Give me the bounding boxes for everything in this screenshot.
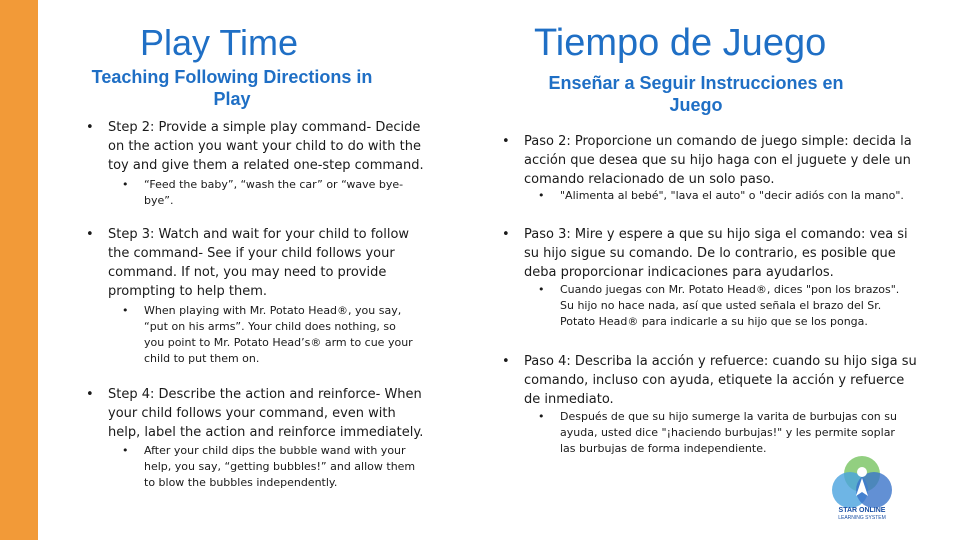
step-3-english-line: Step 3: Watch and wait for your child to follow [108,227,410,242]
example-line: Su hijo no hace nada, así que usted señala el brazo del Sr. [560,299,882,312]
step-3-spanish-example [538,282,918,330]
example-line: las burbujas de forma independiente. [560,442,767,455]
step-3-english-line: prompting to help them. [108,284,268,299]
step-4-spanish-example [538,409,918,457]
subtitle-spanish-line1: Enseñar a Seguir Instrucciones en [548,73,844,93]
example-line: “Feed the baby”, “wash the car” or “wave bye- [144,178,404,191]
step-3-english-example [122,303,432,367]
sub-bullet-icon: • [538,283,545,296]
step-4-spanish-line: Paso 4: Describa la acción y refuerce: cuando su hijo siga su [524,354,917,369]
subtitle-english [66,66,398,110]
subtitle-spanish [520,72,872,116]
step-2-english-line: toy and give them a related one-step command. [108,158,424,173]
example-line: ayuda, usted dice "¡haciendo burbujas!" y les permite soplar [560,426,895,439]
step-2-english-line: Step 2: Provide a simple play command- Decide [108,120,421,135]
sub-bullet-icon: • [122,304,129,317]
example-line: to blow the bubbles independently. [144,476,338,489]
step-3-spanish [502,225,932,282]
example-line: bye”. [144,194,174,207]
step-4-english-line: Step 4: Describe the action and reinforce- When [108,387,422,402]
example-line: "Alimenta al bebé", "lava el auto" o "decir adiós con la mano". [560,189,904,202]
example-line: “put on his arms”. Your child does nothing, so [144,320,396,333]
bullet-icon: • [502,134,510,149]
step-4-english-example [122,443,432,491]
step-4-english-line: help, label the action and reinforce immediately. [108,425,424,440]
orange-sidebar-stripe [0,0,38,540]
example-line: you point to Mr. Potato Head’s® arm to cue your [144,336,413,349]
step-4-spanish-line: comando, incluso con ayuda, etiquete la acción y refuerce [524,373,905,388]
example-line: help, you say, “getting bubbles!” and allow them [144,460,416,473]
example-line: child to put them on. [144,352,260,365]
sub-bullet-icon: • [122,178,129,191]
sub-bullet-icon: • [538,410,545,423]
step-2-spanish-line: comando relacionado de un solo paso. [524,172,775,187]
step-3-english [86,225,436,301]
subtitle-spanish-line2: Juego [669,95,723,115]
example-line: When playing with Mr. Potato Head®, you say, [144,304,402,317]
step-2-spanish-line: acción que desea que su hijo haga con el juguete y dele un [524,153,911,168]
sub-bullet-icon: • [122,444,129,457]
subtitle-english-line1: Teaching Following Directions in [91,67,373,87]
example-line: After your child dips the bubble wand with your [144,444,406,457]
step-4-english-line: your child follows your command, even with [108,406,396,421]
bullet-icon: • [502,354,510,369]
example-line: Cuando juegas con Mr. Potato Head®, dices "pon los brazos". [560,283,900,296]
example-line: Después de que su hijo sumerge la varita de burbujas con su [560,410,897,423]
bullet-icon: • [86,387,94,402]
step-4-english [86,385,436,442]
sub-bullet-icon: • [538,189,545,202]
step-4-spanish [502,352,932,409]
subtitle-english-line2: Play [213,89,251,109]
page-title-english: Play Time [140,22,299,63]
step-2-english-line: on the action you want your child to do with the [108,139,421,154]
step-3-spanish-line: su hijo sigue su comando. De lo contrario, es posible que [524,246,896,261]
bullet-icon: • [86,120,94,135]
step-2-spanish-example [538,188,918,204]
step-2-english-example [122,177,422,209]
logo-text-line2: LEARNING SYSTEM [838,515,886,521]
step-4-spanish-line: de inmediato. [524,392,614,407]
bullet-icon: • [502,227,510,242]
logo-text [822,506,902,522]
step-2-spanish-line: Paso 2: Proporcione un comando de juego simple: decida la [524,134,912,149]
step-3-spanish-line: deba proporcionar indicaciones para ayudarlos. [524,265,834,280]
logo-text-line1: STAR ONLINE [838,507,886,514]
step-3-spanish-line: Paso 3: Mire y espere a que su hijo siga el comando: vea si [524,227,908,242]
example-line: Potato Head® para indicarle a su hijo que se los ponga. [560,315,868,328]
step-3-english-line: the command- See if your child follows your [108,246,395,261]
step-2-english [86,118,436,175]
step-3-english-line: command. If not, you may need to provide [108,265,387,280]
page-title-spanish: Tiempo de Juego [534,22,827,64]
step-2-spanish [502,132,932,189]
bullet-icon: • [86,227,94,242]
